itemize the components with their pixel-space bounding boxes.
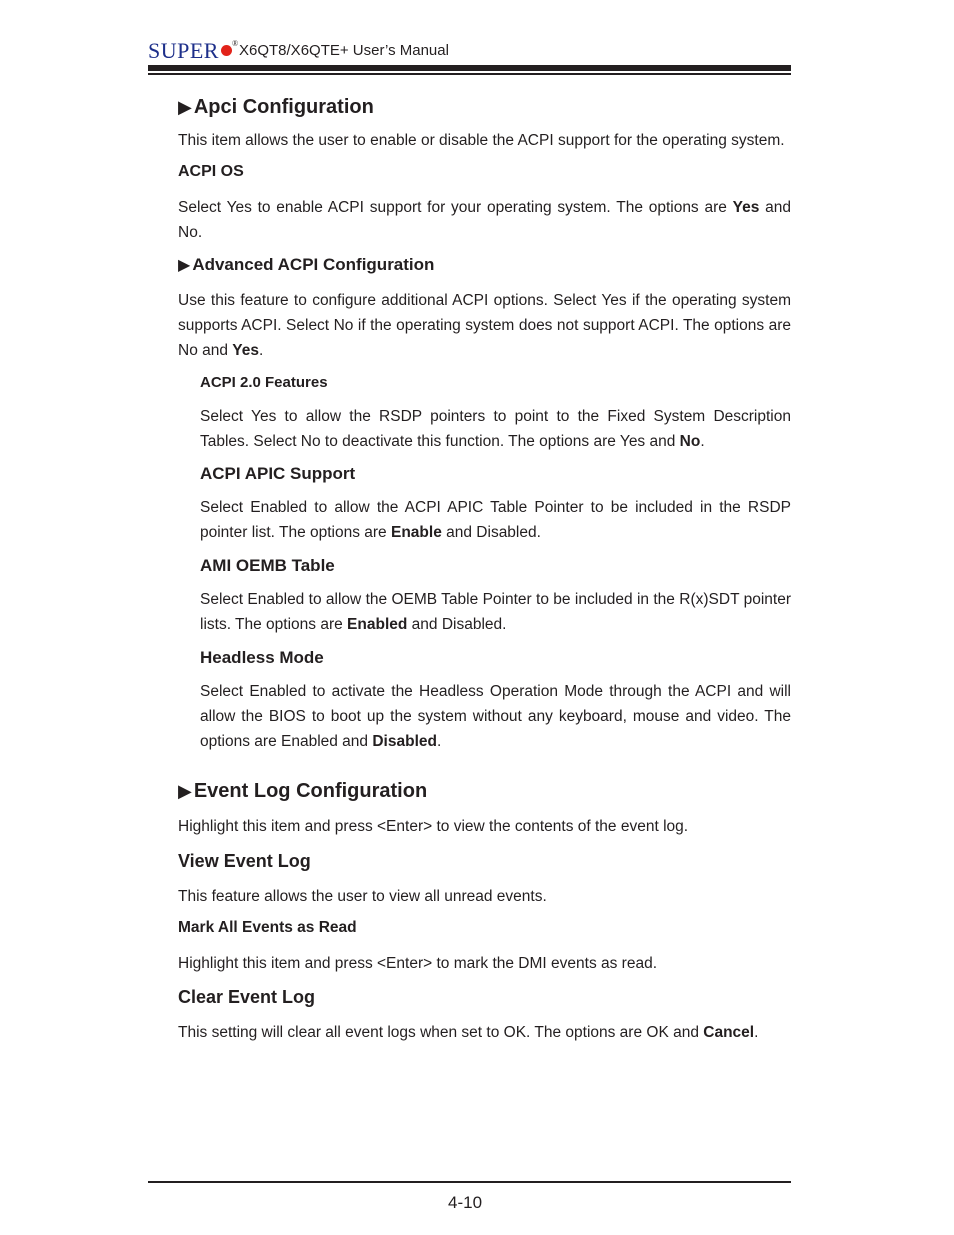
acpi-os-description: Select Yes to enable ACPI support for your operating system. The options are Yes and No.: [178, 199, 791, 241]
ami-oemb-description: Select Enabled to allow the OEMB Table Pointer to be included in the R(x)SDT pointer lists. The options are Enabled and Disabled.: [200, 591, 791, 633]
view-event-log-description: This feature allows the user to view all unread events.: [178, 888, 547, 905]
header-rule-thick: [148, 65, 791, 71]
triangle-right-icon: ▶: [178, 781, 192, 801]
heading-acpi-2-features: ACPI 2.0 Features: [200, 374, 328, 391]
clear-event-log-description: This setting will clear all event logs when set to OK. The options are OK and Cancel.: [178, 1024, 759, 1041]
heading-view-event-log: View Event Log: [178, 851, 311, 871]
mark-all-events-description: Highlight this item and press <Enter> to mark the DMI events as read.: [178, 955, 658, 972]
acpi-2-features-description: Select Yes to allow the RSDP pointers to point to the Fixed System Description Tables. Select No to deactivate this function. The options are Yes and No.: [200, 408, 791, 450]
header-rule-thin: [148, 73, 791, 75]
footer-rule: [148, 1181, 791, 1183]
heading-advanced-acpi: ▶ Advanced ACPI Configuration: [178, 255, 435, 274]
heading-clear-event-log: Clear Event Log: [178, 987, 316, 1007]
heading-acpi-os: ACPI OS: [178, 163, 244, 180]
logo-registered: ®: [231, 39, 239, 48]
heading-mark-all-events: Mark All Events as Read: [178, 919, 357, 936]
acpi-apic-description: Select Enabled to allow the ACPI APIC Table Pointer to be included in the RSDP pointer list. The options are Enable and Disabled.: [200, 499, 791, 541]
apci-description: This item allows the user to enable or disable the ACPI support for the operating system.: [178, 132, 785, 149]
heading-acpi-apic-support: ACPI APIC Support: [200, 464, 356, 483]
manual-title: X6QT8/X6QTE+ User’s Manual: [239, 42, 449, 59]
supermicro-logo: [148, 38, 239, 64]
heading-ami-oemb-table: AMI OEMB Table: [200, 556, 335, 575]
page-content: [178, 93, 791, 1045]
triangle-right-icon: ▶: [178, 257, 191, 274]
page-number: 4-10: [448, 1193, 483, 1212]
logo-dot-icon: [221, 45, 232, 56]
triangle-right-icon: ▶: [178, 97, 192, 117]
event-log-description: Highlight this item and press <Enter> to view the contents of the event log.: [178, 818, 689, 835]
headless-mode-description: Select Enabled to activate the Headless Operation Mode through the ACPI and will allow the BIOS to boot up the system without any keyboard, mouse and video. The options are Enabled and Disabled.: [200, 683, 791, 750]
logo-text: SUPER: [148, 38, 219, 63]
heading-event-log-configuration: ▶ Event Log Configuration: [178, 780, 428, 802]
heading-headless-mode: Headless Mode: [200, 648, 324, 667]
heading-apci-configuration: ▶ Apci Configuration: [178, 96, 374, 118]
advanced-acpi-description: Use this feature to configure additional ACPI options. Select Yes if the operating system supports ACPI. Select No if the operating system does not support ACPI. The options are No and Yes.: [178, 292, 791, 359]
